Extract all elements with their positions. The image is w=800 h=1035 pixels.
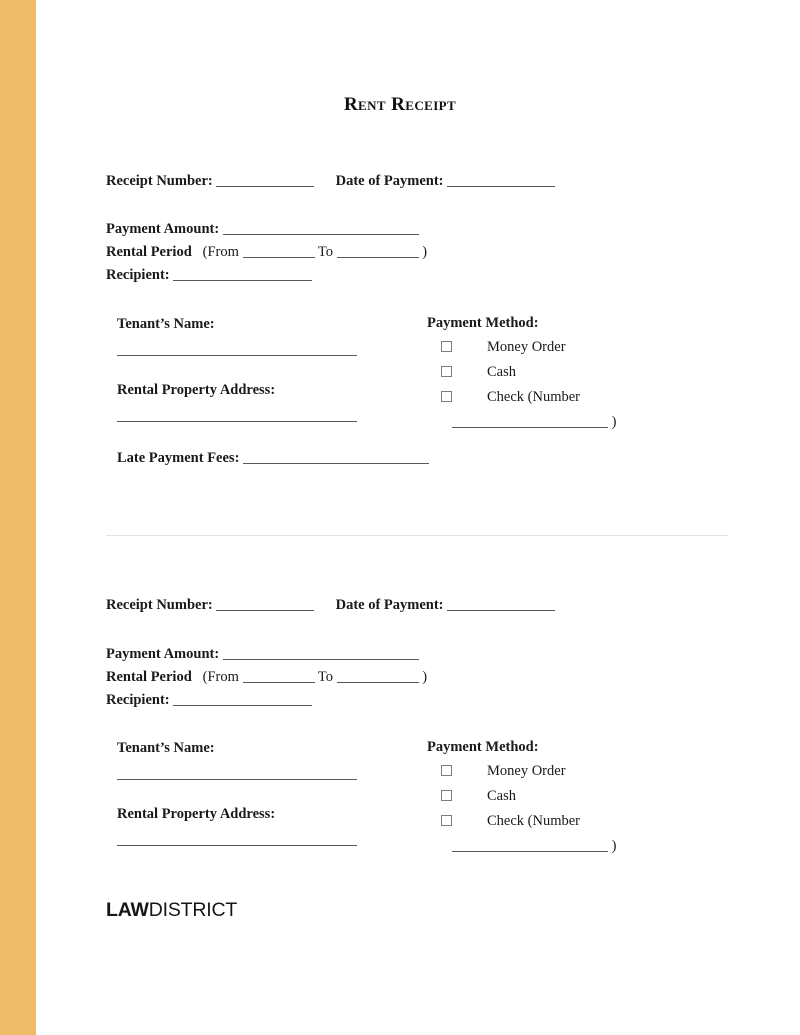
check-number-close-paren: ) <box>611 414 617 430</box>
rental-period-to-label: To <box>317 669 334 685</box>
tenant-name-input[interactable] <box>117 355 357 356</box>
page-title: Rent Receipt <box>343 94 457 115</box>
rental-period-to-input[interactable] <box>337 244 419 258</box>
rental-period-close-paren: ) <box>422 244 428 260</box>
recipient-row-2 <box>106 691 312 709</box>
checkbox-check[interactable] <box>441 815 452 826</box>
rental-period-from-label: (From <box>202 669 239 685</box>
payment-amount-label: Payment Amount: <box>106 646 220 662</box>
rental-period-row-2 <box>106 668 427 686</box>
payment-method-option-cash[interactable]: Cash <box>487 788 516 804</box>
checkbox-money-order[interactable] <box>441 341 452 352</box>
payment-method-option-money-order[interactable]: Money Order <box>487 339 566 355</box>
rental-period-from-input[interactable] <box>243 244 315 258</box>
date-of-payment-input[interactable] <box>447 597 555 611</box>
receipt-number-label: Receipt Number: <box>106 173 213 189</box>
rental-period-label: Rental Period <box>106 244 192 260</box>
recipient-label: Recipient: <box>106 267 170 283</box>
check-number-row-2 <box>452 838 616 855</box>
section-divider <box>106 535 728 536</box>
check-number-row-1 <box>452 414 616 431</box>
late-payment-fees-label: Late Payment Fees: <box>117 450 240 466</box>
logo-text-law: LAW <box>106 899 149 921</box>
receipt-number-row-2 <box>106 596 555 614</box>
checkbox-cash[interactable] <box>441 790 452 801</box>
tenant-name-label: Tenant’s Name: <box>117 740 215 756</box>
payment-amount-input[interactable] <box>223 646 419 660</box>
rental-property-address-input[interactable] <box>117 845 357 846</box>
payment-method-label: Payment Method: <box>427 739 539 755</box>
receipt-number-input[interactable] <box>216 597 314 611</box>
payment-amount-label: Payment Amount: <box>106 221 220 237</box>
late-payment-fees-input[interactable] <box>243 450 429 464</box>
checkbox-check[interactable] <box>441 391 452 402</box>
tenant-name-input[interactable] <box>117 779 357 780</box>
date-of-payment-input[interactable] <box>447 173 555 187</box>
recipient-input[interactable] <box>173 267 312 281</box>
rental-period-from-input[interactable] <box>243 669 315 683</box>
recipient-input[interactable] <box>173 692 312 706</box>
payment-method-option-money-order[interactable]: Money Order <box>487 763 566 779</box>
late-payment-fees-row-1 <box>117 449 429 467</box>
date-of-payment-label: Date of Payment: <box>335 597 444 613</box>
payment-amount-row-1 <box>106 220 419 238</box>
rental-property-address-label: Rental Property Address: <box>117 806 276 822</box>
payment-amount-input[interactable] <box>223 221 419 235</box>
lawdistrict-logo <box>106 899 237 922</box>
checkbox-cash[interactable] <box>441 366 452 377</box>
payment-method-option-check[interactable]: Check (Number <box>487 389 581 405</box>
rental-period-from-label: (From <box>202 244 239 260</box>
receipt-number-input[interactable] <box>216 173 314 187</box>
rental-period-to-label: To <box>317 244 334 260</box>
rental-period-row-1 <box>106 243 427 261</box>
checkbox-money-order[interactable] <box>441 765 452 776</box>
payment-amount-row-2 <box>106 645 419 663</box>
check-number-input[interactable] <box>452 838 608 852</box>
date-of-payment-label: Date of Payment: <box>335 173 444 189</box>
rental-period-close-paren: ) <box>422 669 428 685</box>
payment-method-option-check[interactable]: Check (Number <box>487 813 581 829</box>
rental-period-to-input[interactable] <box>337 669 419 683</box>
rental-period-label: Rental Period <box>106 669 192 685</box>
receipt-number-row-1 <box>106 172 555 190</box>
receipt-number-label: Receipt Number: <box>106 597 213 613</box>
rental-property-address-input[interactable] <box>117 421 357 422</box>
tenant-name-label: Tenant’s Name: <box>117 316 215 332</box>
logo-text-district: DISTRICT <box>148 899 238 921</box>
check-number-close-paren: ) <box>611 838 617 854</box>
payment-method-label: Payment Method: <box>427 315 539 331</box>
check-number-input[interactable] <box>452 414 608 428</box>
rental-property-address-label: Rental Property Address: <box>117 382 276 398</box>
recipient-label: Recipient: <box>106 692 170 708</box>
recipient-row-1 <box>106 266 312 284</box>
payment-method-option-cash[interactable]: Cash <box>487 364 516 380</box>
